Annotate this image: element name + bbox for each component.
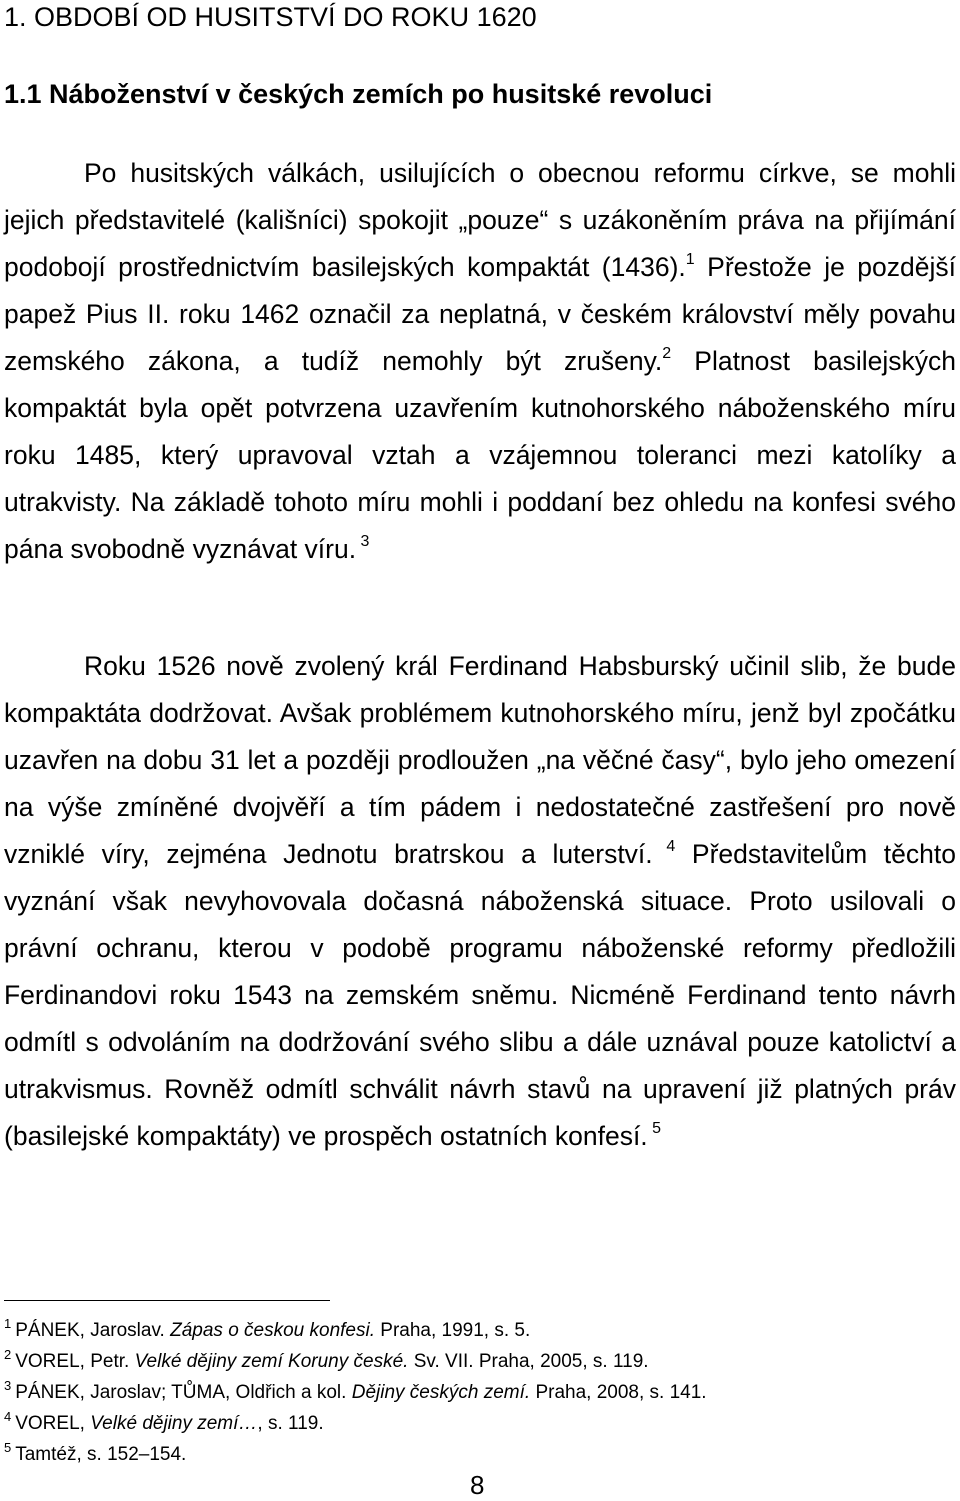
footnote-ref-5[interactable]: 5 [647, 1120, 662, 1137]
paragraph-2-text-b: Představitelům těchto vyznání však nevyhovovala dočasná náboženská situace. Proto usilovali o právní ochranu, kterou v podobě programu náboženské reformy předložili Ferdinandovi roku 1543 na zemském sněmu. Nicméně Ferdinand tento návrh odmítl s odvoláním na dodržování svého slibu a dále uznával pouze katolictví a utrakvismus. Rovněž odmítl schválit návrh stavů na upravení již platných práv (basilejské kompaktáty) ve prospěch ostatních konfesí. [4, 839, 956, 1151]
chapter-heading: 1. OBDOBÍ OD HUSITSTVÍ DO ROKU 1620 [4, 2, 537, 32]
paragraph-1-text-c: Platnost basilejských kompaktát byla opět potvrzena uzavřením kutnohorského náboženského míru roku 1485, který upravoval vztah a vzájemnou toleranci mezi katolíky a utrakvisty. Na základě tohoto míru mohli i poddaní bez ohledu na konfesi svého pána svobodně vyznávat víru. [4, 346, 957, 564]
paragraph-2 [4, 643, 956, 1160]
footnote-text: Tamtéž, s. 152–154. [15, 1444, 187, 1465]
paragraph-1-text-a: Po husitských válkách, usilujících o obecnou reformu církve, se mohli jejich představitelé (kališníci) spokojit „pouze“ s uzákoněním práva na přijímání podobojí prostřednictvím basilejských kompaktát (1436). [4, 158, 956, 282]
paragraph-2-text-a: Roku 1526 nově zvolený král Ferdinand Habsburský učinil slib, že bude kompaktáta dodržovat. Avšak problémem kutnohorského míru, jenž byl zpočátku uzavřen na dobu 31 let a později prodloužen „na věčné časy“, bylo jeho omezení na výše zmíněné dvojvěří a tím pádem i nedostatečné zastřešení pro nově vzniklé víry, zejména Jednotu bratrskou a luterství. [4, 651, 956, 869]
footnote-text: PÁNEK, Jaroslav; TŮMA, Oldřich a kol. [15, 1382, 352, 1403]
paragraph-1-text-b: Přestože je pozdější papež Pius II. roku 1462 označil za neplatná, v českém království měly povahu zemského zákona, a tudíž nemohly být zrušeny. [4, 252, 956, 376]
footnote-ref-1[interactable]: 1 [685, 251, 695, 268]
footnote-text: Sv. VII. Praha, 2005, s. 119. [408, 1351, 649, 1372]
footnote-text: VOREL, Petr. [15, 1351, 135, 1372]
footnote-separator [4, 1300, 330, 1301]
footnote-text: Praha, 1991, s. 5. [375, 1320, 531, 1341]
footnote-ref-2[interactable]: 2 [662, 345, 672, 362]
footnotes [4, 1315, 944, 1470]
footnote-number: 2 [4, 1347, 12, 1362]
footnote-title: Velké dějiny zemí Koruny české. [134, 1351, 409, 1372]
footnote-number: 4 [4, 1409, 12, 1424]
footnote-number: 5 [4, 1440, 12, 1455]
footnote-text: VOREL, [15, 1413, 91, 1434]
footnote-number: 3 [4, 1378, 12, 1393]
section-heading: 1.1 Náboženství v českých zemích po husitské revoluci [4, 79, 713, 109]
footnote-2 [4, 1346, 944, 1377]
footnote-ref-4[interactable]: 4 [652, 838, 676, 855]
page-number: 8 [470, 1470, 485, 1500]
footnote-4 [4, 1408, 944, 1439]
footnote-1 [4, 1315, 944, 1346]
footnote-5 [4, 1439, 944, 1470]
footnote-title: Velké dějiny zemí… [90, 1413, 258, 1434]
footnote-3 [4, 1377, 944, 1408]
footnote-text: PÁNEK, Jaroslav. [15, 1320, 171, 1341]
footnote-number: 1 [4, 1316, 12, 1331]
footnote-ref-3[interactable]: 3 [356, 533, 370, 550]
paragraph-1 [4, 150, 956, 573]
footnote-text: Praha, 2008, s. 141. [530, 1382, 707, 1403]
footnote-text: , s. 119. [257, 1413, 324, 1434]
footnote-title: Dějiny českých zemí. [351, 1382, 531, 1403]
footnote-title: Zápas o českou konfesi. [170, 1320, 375, 1341]
